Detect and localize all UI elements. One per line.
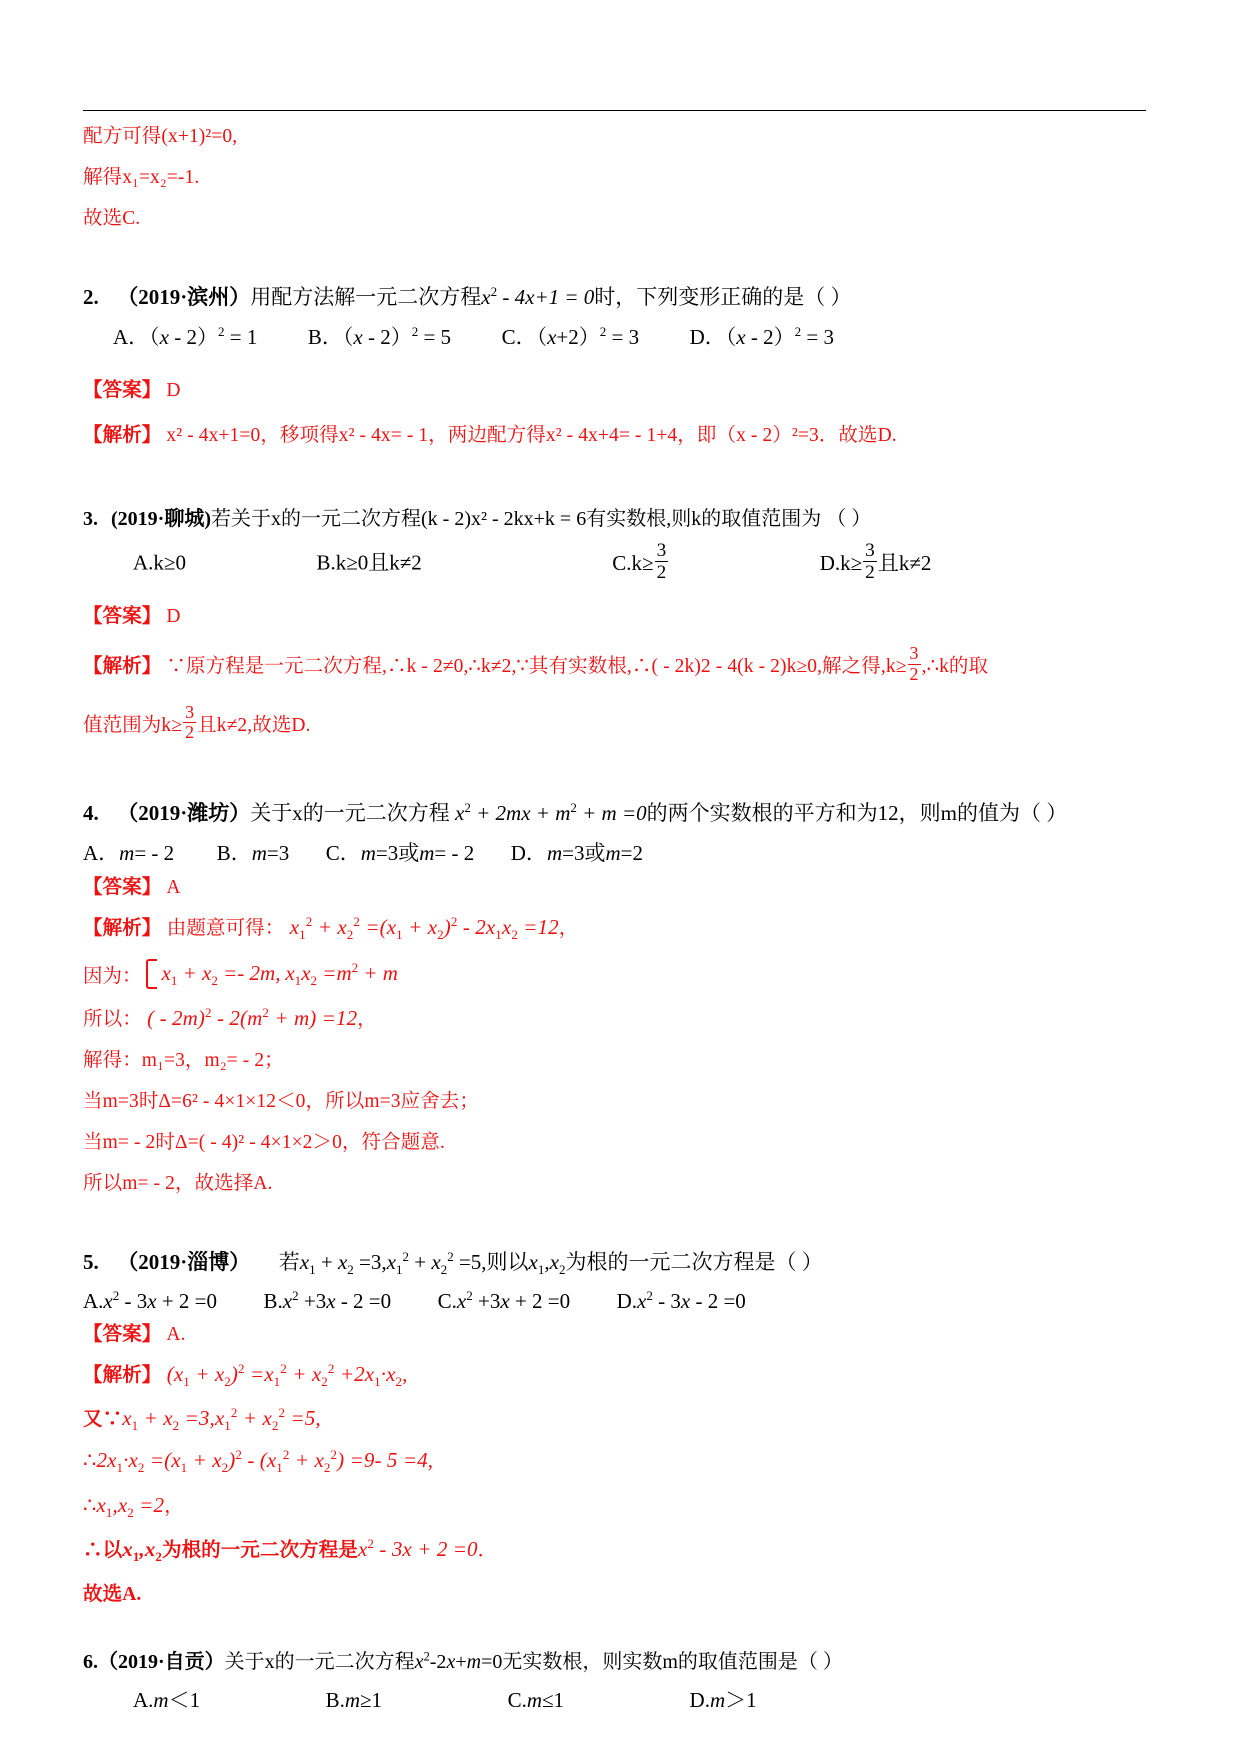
question-5-analysis-eq-5: $x^2 - 3x + 2 =0$ [358, 1535, 478, 1561]
question-5-conclusion [83, 1578, 1146, 1606]
system-row-2: $x_1x_2 =m^2 + m$ [285, 959, 398, 988]
so-label: 所以： [83, 1008, 142, 1030]
answer-label: 【答案】 [83, 1324, 162, 1346]
question-5-analysis-eq-3: $2x_1\cdot x_2 =(x_1 + x_2)^2 - (x_1^2 + x_2^2) =9-$ 5 =4, [96, 1447, 434, 1476]
question-4-conclusion [83, 1167, 1146, 1195]
option-a: A．（x - 2）$^2$ = 1 [113, 324, 258, 349]
system-row-1: $x_1 + x_2 =- 2m$, [161, 960, 281, 988]
question-4-case-1 [83, 1085, 1146, 1113]
option-a: A.m＜1 [133, 1688, 201, 1713]
question-4-case-2 [83, 1126, 1146, 1154]
question-2-stem-b: 时，下列变形正确的是（ ） [594, 285, 852, 309]
question-5-answer-line [83, 1318, 1146, 1346]
question-3-stem [83, 502, 1146, 531]
option-b: $B.x^2 +3x - 2 =0$ [263, 1288, 392, 1314]
equation-system [146, 957, 398, 991]
question-3-number: 3. [83, 508, 98, 530]
question-2-equation: $x^2 - 4x+1 = 0$ [481, 284, 595, 309]
fraction-three-halves: $\frac{3}{2}$ [865, 540, 875, 584]
left-brace-icon [146, 959, 157, 989]
option-c: C．$(x+2)^2 = 3$ [501, 324, 640, 349]
question-4-answer-line [83, 871, 1146, 899]
question-2-stem-a: 用配方法解一元二次方程 [250, 285, 482, 309]
question-3-stem-text: 若关于x的一元二次方程(k - 2)x² - 2kx+k = 6有实数根,则k的取值范围为 （ ） [211, 508, 872, 530]
answer-label: 【答案】 [83, 380, 162, 401]
question-4-case-2-text: 当m= - 2时Δ=( - 4)² - 4×1×2＞0，符合题意. [83, 1131, 445, 1153]
question-6-options [83, 1684, 1146, 1714]
question-2-source: （2019·滨州） [117, 285, 251, 309]
analysis-label: 【解析】 [83, 655, 162, 677]
option-b: B．（x - 2）$^2$ = 5 [307, 324, 452, 349]
answer-label: 【答案】 [83, 877, 162, 899]
question-5-analysis-line-1 [83, 1359, 1146, 1390]
question-3-answer-value: D [166, 605, 181, 627]
question-3-options [83, 541, 1146, 583]
header-rule [83, 110, 1146, 111]
question-2-number: 2. [83, 285, 99, 309]
question-2-analysis-text: x² - 4x+1=0，移项得x² - 4x= - 1，两边配方得x² - 4x+4= - 1+4，即（x - 2）²=3．故选D. [166, 425, 897, 446]
question-3-analysis-part-2: ,∴k的取 [921, 655, 989, 677]
question-4-solve-line [83, 1044, 1146, 1072]
option-d: D.k≥ $\frac{3}{2}$ 且k≠2 [819, 540, 932, 584]
question-5-analysis-line-5: ∴以$x_1,x_2$为根的一元二次方程是$x^2 - 3x + 2 =0$． [83, 1535, 498, 1565]
question-4-case-1-text: 当m=3时Δ=6² - 4×1×12＜0，所以m=3应舍去； [83, 1090, 479, 1112]
question-5-source: （2019·淄博） [117, 1249, 251, 1274]
question-5-analysis-eq-2: $x_1 + x_2 =3,x_1^2 + x_2^2 =5$, [122, 1405, 321, 1434]
question-5-analysis-line-2: 又$\because x_1 + x_2 =3,x_1^2 + x_2^2 =5$, [83, 1405, 321, 1434]
fraction-three-halves: $\frac{3}{2}$ [656, 540, 667, 584]
analysis-label: 【解析】 [83, 425, 162, 446]
question-4-stem-b: 的两个实数根的平方和为12，则m的值为（ ） [646, 801, 1068, 826]
option-b: B.m≥1 [325, 1688, 383, 1713]
option-a: A．m= - 2 [83, 841, 175, 866]
question-4-number: 4. [83, 801, 99, 826]
question-3-analysis-part-3: 值范围为k≥ [83, 714, 183, 736]
question-4-equation: $x^2 + 2mx + m^2 + m =0$ [455, 800, 647, 826]
question-5-options [83, 1288, 1146, 1314]
question-4-source: （2019·潍坊） [117, 801, 251, 826]
option-d: $D.x^2 - 3x - 2 =0$ [616, 1288, 746, 1314]
question-2-analysis-line [83, 419, 1146, 447]
question-2-options [83, 321, 1146, 351]
question-4-options [83, 837, 1146, 867]
option-d: D．m=3或m=2 [510, 841, 643, 866]
question-5-conclusion-text: 故选A. [83, 1584, 142, 1606]
question-5-number: 5. [83, 1249, 99, 1274]
question-4-so-equation: ( - $2m)^2 - 2(m^2 + m) =12$ [147, 1004, 358, 1030]
option-d: D.m＞1 [689, 1688, 757, 1713]
option-c: $C.x^2 +3x + 2 =0$ [437, 1288, 571, 1314]
question-4-analysis-lead: 由题意可得： [166, 918, 285, 940]
carryover-text-2: 解得x₁=x₂=-1. [83, 167, 200, 188]
option-b: B.k≥0且k≠2 [316, 550, 422, 575]
question-4-analysis-line: 【解析】 由题意可得： $x_1^2 + x_2^2 =(x_1 + x_2)^2 - 2x_1x_2 =12$， [83, 914, 579, 943]
question-6-number: 6. [83, 1651, 98, 1674]
question-5-analysis-line-3: $\therefore 2x_1\cdot x_2 =(x_1 + x_2)^2 - (x_1^2 + x_2^2) =9-$ 5 =4, [83, 1447, 434, 1476]
question-5-stem [83, 1246, 1146, 1278]
page-content [83, 110, 1146, 1724]
question-4-answer-value: A [166, 877, 181, 899]
carryover-text-1: 配方可得(x+1)²=0, [83, 126, 238, 147]
option-c: C．m=3或m= - 2 [325, 841, 475, 866]
question-4-analysis-equation: $x_1^2 + x_2^2 =(x_1 + x_2)^2 - 2x_1x_2 =12$ [289, 914, 559, 943]
carryover-solution-line-2 [83, 161, 1146, 189]
spacer [83, 243, 1146, 281]
question-3-source: (2019·聊城) [111, 508, 211, 530]
question-4-solve-text: 解得：m₁=3，m₂= - 2； [83, 1049, 284, 1071]
question-2-stem [83, 281, 1146, 311]
question-3-analysis-part-1: ∵原方程是一元二次方程,∴k - 2≠0,∴k≠2,∵其有实数根,∴( - 2k)2 - 4(k - 2)k≥0,解之得,k≥ [166, 655, 907, 677]
question-4-system-block [83, 957, 1146, 991]
because-label: 因为： [83, 965, 142, 987]
question-5-answer-value: A. [166, 1324, 186, 1346]
fraction-three-halves: $\frac{3}{2}$ [185, 701, 195, 743]
option-b: B．m=3 [216, 841, 290, 866]
option-c: C.k≥ $\frac{3}{2}$ [612, 540, 667, 584]
option-a: A.k≥0 [133, 550, 186, 575]
carryover-solution-line-1 [83, 120, 1146, 148]
option-c: C.m≤1 [507, 1688, 565, 1713]
question-6-source: （2019·自贡） [98, 1651, 225, 1674]
question-3-analysis-line-2 [83, 701, 1146, 743]
question-5-analysis-eq-1: $(x_1 + x_2)^2 =x_1^2 + x_2^2 +2x_1\cdot x_2$, [166, 1361, 408, 1390]
question-4-stem [83, 797, 1146, 827]
question-5-analysis-line-4: $\therefore x_1,x_2 =2$， [83, 1492, 184, 1520]
option-d: D．（x - 2）$^2$ = 3 [689, 324, 834, 349]
carryover-text-3: 故选C. [83, 208, 141, 229]
question-3-analysis-line-1 [83, 642, 1146, 684]
option-a: $A.x^2 - 3x + 2 =0$ [83, 1288, 218, 1314]
question-4-stem-a: 关于x的一元二次方程 [250, 801, 450, 826]
question-6-stem-text: 关于x的一元二次方程$x^2-2x+m=0$无实数根，则实数m的取值范围是（ ） [224, 1649, 843, 1674]
fraction-three-halves: $\frac{3}{2}$ [909, 642, 919, 684]
question-6-stem [83, 1645, 1146, 1674]
question-5-analysis-eq-4: $x_1,x_2 =2$ [96, 1492, 165, 1520]
question-2-answer-line [83, 374, 1146, 402]
question-4-conclusion-text: 所以m= - 2，故选择A. [83, 1172, 273, 1194]
question-3-analysis-part-4: 且k≠2,故选D. [197, 714, 311, 736]
question-2-answer-value: D [166, 380, 181, 401]
question-5-stem-text: 若$x_1 + x_2 =3,x_1^2 + x_2^2 =5$,则以$x_1,x_2$为根的一元二次方程是（ ） [278, 1248, 823, 1278]
analysis-label: 【解析】 [83, 1365, 162, 1387]
question-4-so-line: 所以： ( - $2m)^2 - 2(m^2 + m) =12$， [83, 1004, 377, 1030]
answer-label: 【答案】 [83, 605, 162, 627]
analysis-label: 【解析】 [83, 918, 162, 940]
carryover-solution-line-3 [83, 202, 1146, 230]
question-3-answer-line [83, 600, 1146, 628]
